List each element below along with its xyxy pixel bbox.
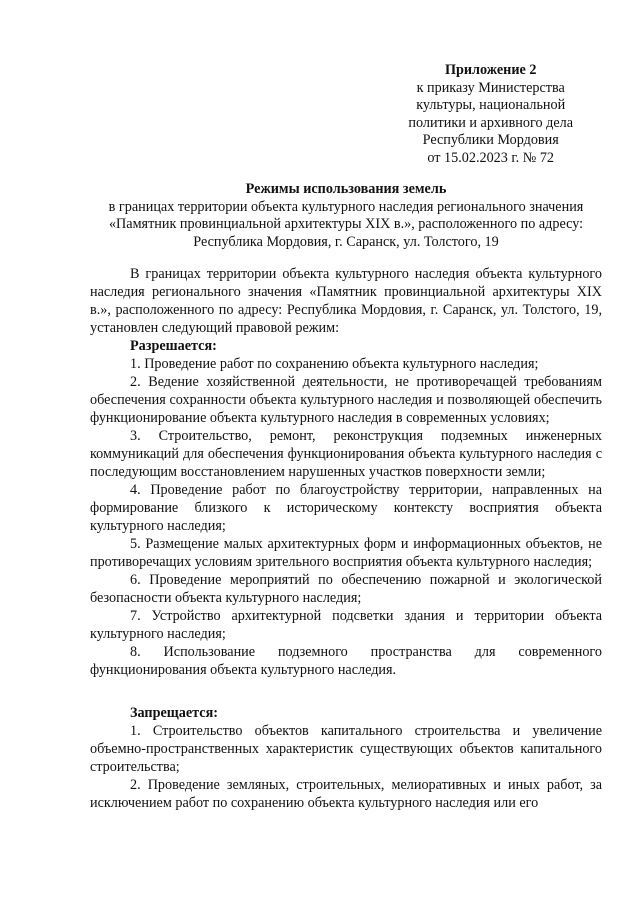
forbidden-item: 1. Строительство объектов капитального строительства и увеличение объемно-пространственных характеристик существующих объектов капитального строительства; [90,723,602,775]
title-line: Республика Мордовия, г. Саранск, ул. Толстого, 19 [193,233,499,250]
forbidden-item: 2. Проведение земляных, строительных, мелиоративных и иных работ, за исключением работ по сохранению объекта культурного наследия или его [90,777,602,811]
section-spacer [90,679,602,704]
title-line: «Памятник провинциальной архитектуры XIX в.», расположенного по адресу: [108,216,584,233]
allowed-item: 1. Проведение работ по сохранению объекта культурного наследия; [130,356,539,372]
title-block [86,181,606,251]
allowed-item: 3. Строительство, ремонт, реконструкция подземных инженерных коммуникаций для обеспечения функционирования объекта культурного наследия с последующим восстановлением нарушенных участков поверхности земли; [90,428,602,480]
appendix-line: от 15.02.2023 г. № 72 [427,149,555,166]
document-title: Режимы использования земель [245,181,447,197]
allowed-item: 5. Размещение малых архитектурных форм и информационных объектов, не противоречащих условиям зрительного восприятия объекта культурного наследия; [90,536,602,570]
title-line: в границах территории объекта культурного наследия регионального значения [108,198,584,215]
allowed-heading: Разрешается: [130,338,217,354]
appendix-line: Республики Мордовия [422,132,559,149]
allowed-item: 8. Использование подземного пространства для современного функционирования объекта культурного наследия. [90,644,602,678]
appendix-line: политики и архивного дела [408,114,573,131]
appendix-line: культуры, национальной [416,97,566,114]
intro-paragraph: В границах территории объекта культурного наследия объекта культурного наследия регионального значения «Памятник провинциальной архитектуры XIX в.», расположенного по адресу: Республика Мордовия, г. Саранск, ул. Толстого, 19, установлен следующий правовой режим: [90,266,602,336]
allowed-item: 2. Ведение хозяйственной деятельности, не противоречащей требованиям обеспечения сохранности объекта культурного наследия и позволяющей обеспечить функционирование объекта культурного наследия в современных условиях; [90,374,602,426]
allowed-item: 6. Проведение мероприятий по обеспечению пожарной и экологической безопасности объекта культурного наследия; [90,572,602,606]
allowed-item: 4. Проведение работ по благоустройству территории, направленных на формирование близкого к историческому контексту восприятия объекта культурного наследия; [90,482,602,534]
allowed-item: 7. Устройство архитектурной подсветки здания и территории объекта культурного наследия; [90,608,602,642]
appendix-line: к приказу Министерства [416,79,565,96]
appendix-block [408,62,573,168]
document-body [90,265,602,812]
appendix-heading: Приложение 2 [444,62,537,78]
forbidden-heading: Запрещается: [130,705,218,721]
